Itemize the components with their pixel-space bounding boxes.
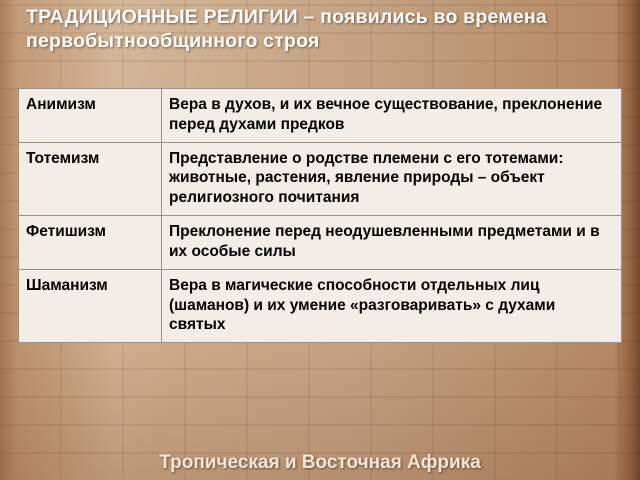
definition-cell: Вера в духов, и их вечное существование, преклонение перед духами предков <box>162 89 622 143</box>
definition-cell: Преклонение перед неодушевленными предметами и в их особые силы <box>162 216 622 270</box>
definition-cell: Представление о родстве племени с его тотемами: животные, растения, явление природы – объект религиозного почитания <box>162 142 622 215</box>
term-cell: Шаманизм <box>19 269 162 342</box>
table-row <box>19 89 622 143</box>
definitions-table <box>18 88 622 343</box>
slide-title: ТРАДИЦИОННЫЕ РЕЛИГИИ – появились во времена первобытнообщинного строя <box>26 6 547 52</box>
term-cell: Тотемизм <box>19 142 162 215</box>
left-edge-decoration <box>0 0 18 480</box>
table-row <box>19 269 622 342</box>
definitions-table-wrapper <box>18 88 622 343</box>
table-row <box>19 216 622 270</box>
table-row <box>19 142 622 215</box>
term-cell: Фетишизм <box>19 216 162 270</box>
definition-cell: Вера в магические способности отдельных лиц (шаманов) и их умение «разговаривать» с духами святых <box>162 269 622 342</box>
slide-footer: Тропическая и Восточная Африка <box>159 452 481 473</box>
term-cell: Анимизм <box>19 89 162 143</box>
